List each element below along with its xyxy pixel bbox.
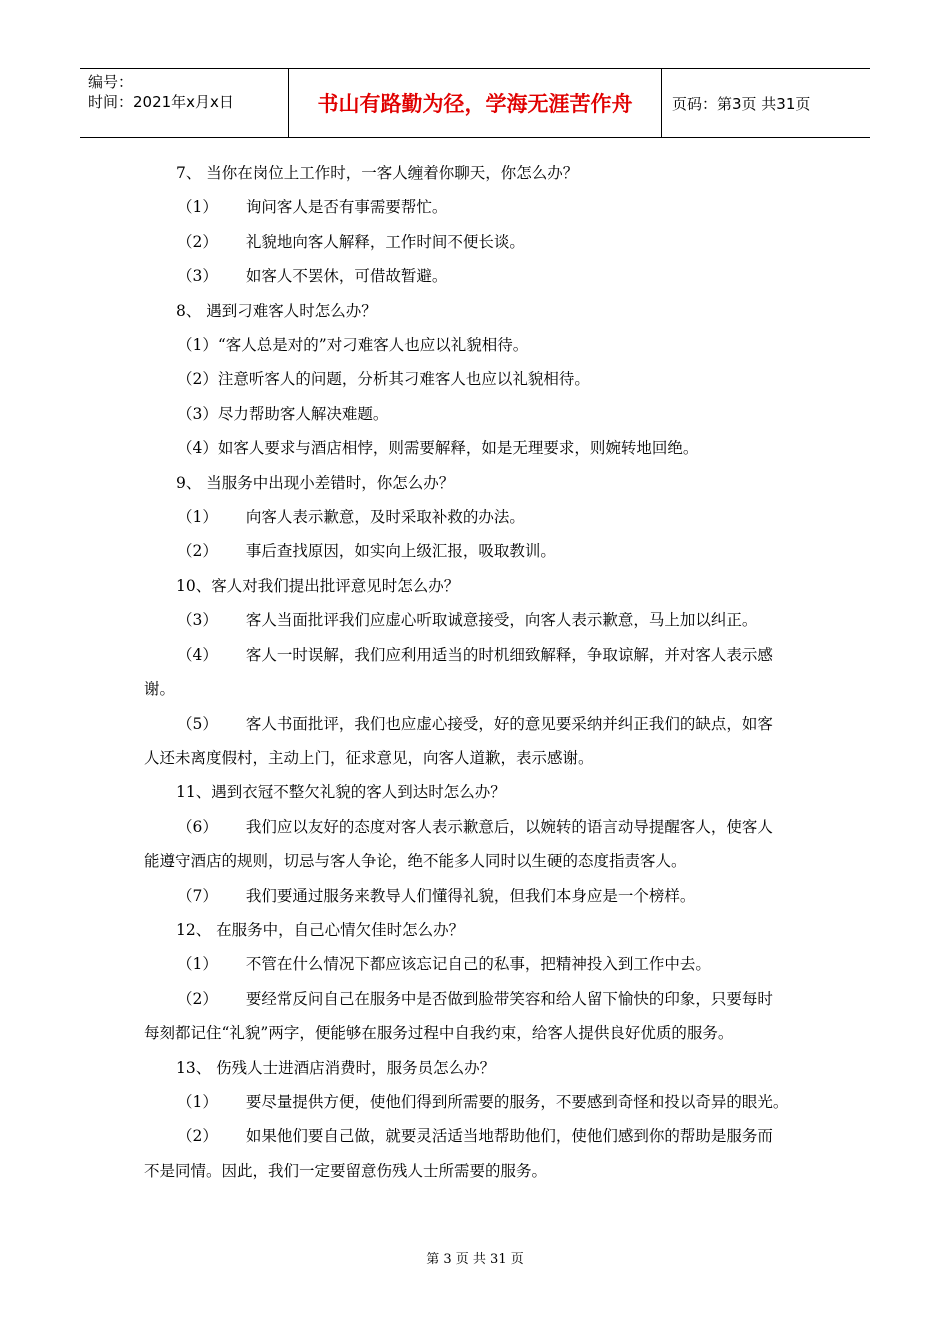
page-footer: 第 3 页 共 31 页 bbox=[426, 1252, 524, 1267]
header-motto: 书山有路勤为径，学海无涯苦作舟 bbox=[289, 69, 662, 137]
answer-line bbox=[144, 534, 809, 568]
answer-continuation-line: 能遵守酒店的规则，切忌与客人争论，绝不能多人同时以生硬的态度指责客人。 bbox=[144, 852, 687, 871]
answer-line: （4）如客人要求与酒店相悖，则需要解释，如是无理要求，则婉转地回绝。 bbox=[177, 439, 699, 458]
answer-text: 询问客人是否有事需要帮忙。 bbox=[245, 198, 448, 217]
answer-line bbox=[144, 810, 809, 844]
answer-line: （1）“客人总是对的”对刁难客人也应以礼貌相待。 bbox=[177, 336, 529, 355]
answer-number: （7） bbox=[177, 886, 218, 905]
answer-line bbox=[144, 1119, 809, 1153]
answer-number: （1） bbox=[177, 508, 218, 527]
page-header bbox=[80, 68, 870, 138]
answer-line bbox=[144, 1085, 809, 1119]
question-line: 10、客人对我们提出批评意见时怎么办？ bbox=[176, 576, 460, 595]
answer-line bbox=[144, 638, 809, 672]
answer-continuation-line: 人还未离度假村，主动上门，征求意见，向客人道歉，表示感谢。 bbox=[144, 748, 594, 767]
answer-text: 客人一时误解，我们应利用适当的时机细致解释，争取谅解，并对客人表示感 bbox=[245, 645, 773, 664]
answer-text: 礼貌地向客人解释，工作时间不便长谈。 bbox=[245, 232, 525, 251]
question-line: 11、遇到衣冠不整欠礼貌的客人到达时怎么办？ bbox=[176, 783, 506, 802]
answer-line bbox=[144, 225, 809, 259]
answer-number: （2） bbox=[177, 989, 218, 1008]
header-meta bbox=[80, 69, 289, 137]
answer-line bbox=[144, 190, 809, 224]
answer-text: 我们要通过服务来教导人们懂得礼貌，但我们本身应是一个榜样。 bbox=[245, 886, 696, 905]
header-page-label: 页码：第3页 共31页 bbox=[672, 94, 811, 113]
answer-number: （5） bbox=[177, 714, 218, 733]
question-line: 12、 在服务中，自己心情欠佳时怎么办？ bbox=[176, 920, 465, 939]
answer-line bbox=[144, 707, 809, 741]
answer-text: 我们应以友好的态度对客人表示歉意后，以婉转的语言动导提醒客人，使客人 bbox=[245, 817, 773, 836]
answer-text: 如果他们要自己做，就要灵活适当地帮助他们，使他们感到你的帮助是服务而 bbox=[245, 1127, 773, 1146]
answer-number: （2） bbox=[177, 232, 218, 251]
document-date-label: 时间：2021年x月x日 bbox=[88, 93, 234, 111]
answer-number: （1） bbox=[177, 1092, 218, 1111]
answer-line bbox=[144, 259, 809, 293]
answer-line bbox=[144, 603, 809, 637]
document-body bbox=[144, 156, 809, 1188]
answer-number: （3） bbox=[177, 267, 218, 286]
answer-number: （1） bbox=[177, 955, 218, 974]
answer-continuation-line: 谢。 bbox=[144, 680, 176, 699]
answer-text: 客人书面批评，我们也应虚心接受，好的意见要采纳并纠正我们的缺点，如客 bbox=[245, 714, 773, 733]
answer-line: （2）注意听客人的问题，分析其刁难客人也应以礼貌相待。 bbox=[177, 370, 590, 389]
answer-text: 如客人不罢休，可借故暂避。 bbox=[245, 267, 448, 286]
answer-number: （6） bbox=[177, 817, 218, 836]
answer-line bbox=[144, 879, 809, 913]
answer-line bbox=[144, 947, 809, 981]
answer-text: 向客人表示歉意，及时采取补救的办法。 bbox=[245, 508, 525, 527]
answer-line bbox=[144, 500, 809, 534]
answer-number: （2） bbox=[177, 1127, 218, 1146]
answer-continuation-line: 不是同情。因此，我们一定要留意伤残人士所需要的服务。 bbox=[144, 1161, 548, 1180]
answer-text: 不管在什么情况下都应该忘记自己的私事，把精神投入到工作中去。 bbox=[245, 955, 711, 974]
answer-continuation-line: 每刻都记住“礼貌”两字，便能够在服务过程中自我约束，给客人提供良好优质的服务。 bbox=[144, 1024, 734, 1043]
question-line: 13、 伤残人士进酒店消费时，服务员怎么办？ bbox=[176, 1058, 496, 1077]
answer-text: 要经常反问自己在服务中是否做到脸带笑容和给人留下愉快的印象，只要每时 bbox=[245, 989, 773, 1008]
answer-text: 要尽量提供方便，使他们得到所需要的服务，不要感到奇怪和投以奇异的眼光。 bbox=[245, 1092, 789, 1111]
answer-number: （2） bbox=[177, 542, 218, 561]
answer-number: （4） bbox=[177, 645, 218, 664]
answer-text: 事后查找原因，如实向上级汇报，吸取教训。 bbox=[245, 542, 556, 561]
answer-line bbox=[144, 982, 809, 1016]
answer-text: 客人当面批评我们应虚心听取诚意接受，向客人表示歉意，马上加以纠正。 bbox=[245, 611, 758, 630]
question-line: 9、 当服务中出现小差错时，你怎么办？ bbox=[176, 473, 455, 492]
answer-number: （3） bbox=[177, 611, 218, 630]
answer-number: （1） bbox=[177, 198, 218, 217]
document-number-label: 编号： bbox=[88, 73, 134, 91]
question-line: 8、 遇到刁难客人时怎么办？ bbox=[176, 301, 377, 320]
question-line: 7、 当你在岗位上工作时，一客人缠着你聊天，你怎么办？ bbox=[176, 164, 579, 182]
answer-line: （3）尽力帮助客人解决难题。 bbox=[177, 404, 389, 423]
